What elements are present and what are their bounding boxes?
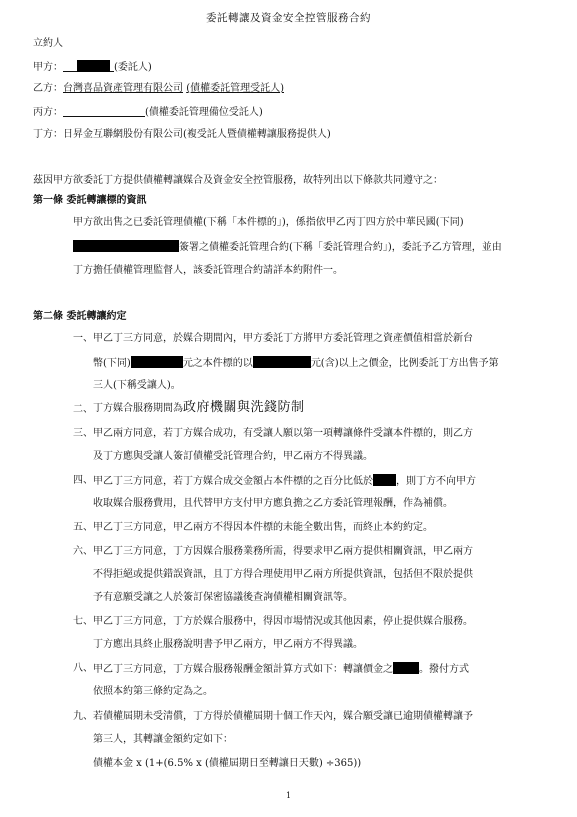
item-6-line-1: 甲乙丁三方同意，丁方因媒合服務業務所需，得要求甲乙兩方提供相關資訊，甲乙兩方: [93, 546, 473, 557]
item-1-line-2b: 元之本件標的以: [182, 358, 253, 369]
article-2-heading: 第二條 委託轉讓約定: [33, 311, 127, 322]
item-9-formula: 債權本金 x (1+(6.5% x (債權屆期日至轉讓日天數) ÷365)): [93, 758, 362, 769]
party-a-suffix: (委託人): [114, 62, 152, 73]
item-3-line-1: 甲乙兩方同意，若丁方媒合成功，有受讓人願以第一項轉讓條件受讓本件標的，則乙方: [93, 428, 473, 439]
item-1-price-redaction: [253, 356, 311, 368]
party-a-prefix: 甲方：: [33, 62, 63, 73]
item-1-line-1: 甲乙丁三方同意，於媒合期間內，甲方委託丁方將甲方委託管理之資產價值相當於新台: [93, 333, 473, 344]
item-6-number: 六、: [73, 546, 93, 557]
article-1-line-1: 甲方欲出售之已委託管理債權(下稱「本件標的」)，係指依甲乙丙丁四方於中華民國(下同): [73, 217, 464, 228]
item-4-line-1a: 甲乙丁三方同意，若丁方媒合成交金額占本件標的之百分比低於: [93, 476, 373, 487]
party-b-prefix: 乙方：: [33, 83, 63, 94]
preamble: 茲因甲方欲委託丁方提供債權轉讓媒合及資金安全控管服務，故特列出以下條款共同遵守之：: [33, 175, 443, 186]
item-4-line-2: 收取媒合服務費用，且代替甲方支付甲方應負擔之乙方委託管理報酬，作為補償。: [93, 498, 453, 509]
page-number: 1: [285, 791, 292, 800]
party-c-line: [33, 105, 263, 120]
item-7-line-1: 甲乙丁三方同意，丁方於媒合服務中，得因市場情況或其他因素，停止提供媒合服務。: [93, 616, 473, 627]
article-1-line-2: [73, 240, 502, 255]
item-1-line-2: [93, 356, 499, 371]
item-9-line-2: 第三人，其轉讓金額約定如下：: [93, 734, 233, 745]
item-7-number: 七、: [73, 616, 93, 627]
party-c-blank: [63, 105, 145, 117]
item-7-line-2: 丁方應出具終止服務說明書予甲乙兩方，甲乙兩方不得異議。: [93, 639, 363, 650]
item-4-percent-redaction: [373, 474, 396, 486]
item-4-number: 四、: [73, 475, 93, 486]
article-1-date-redaction: [73, 240, 179, 252]
item-6-line-3: 予有意願受讓之人於簽訂保密協議後查詢債權相關資訊等。: [93, 592, 353, 603]
item-6-line-2: 不得拒絕或提供錯誤資訊，且丁方得合理使用甲乙兩方所提供資訊，包括但不限於提供: [93, 569, 473, 580]
item-8-line-1: [93, 662, 469, 677]
item-2-line-1: [93, 401, 305, 416]
item-3-number: 三、: [73, 428, 93, 439]
item-8-line-2: 依照本約第三條約定為之。: [93, 686, 213, 697]
party-b-name: 台灣喜品資產管理有限公司: [63, 83, 183, 94]
item-1-line-2a: 幣(下同): [93, 358, 131, 369]
item-1-number: 一、: [73, 333, 93, 344]
party-a-blank: [63, 60, 77, 72]
party-c-suffix: (債權委託管理備位受託人): [145, 107, 263, 118]
item-1-amount-redaction: [131, 356, 183, 368]
article-1-line-2-text: 簽署之債權委託管理合約(下稱「委託管理合約」)，委託予乙方管理，並由: [179, 242, 502, 253]
party-b-suffix: (債權委託管理受託人): [186, 83, 284, 94]
party-a-line: [33, 60, 152, 75]
item-2-number: 二、: [73, 404, 93, 415]
document-title: 委託轉讓及資金安全控管服務合約: [206, 12, 371, 24]
item-8-fee-redaction: [393, 662, 419, 674]
item-4-line-1: [93, 474, 476, 489]
article-1-heading: 第一條 委託轉讓標的資訊: [33, 195, 147, 206]
item-9-number: 九、: [73, 711, 93, 722]
party-c-prefix: 丙方：: [33, 107, 63, 118]
article-1-line-3: 丁方擔任債權管理監督人，該委託管理合約請詳本約附件一。: [73, 265, 343, 276]
item-3-line-2: 及丁方應與受讓人簽訂債權受託管理合約，甲乙兩方不得異議。: [93, 451, 373, 462]
party-a-redaction: [77, 60, 110, 72]
item-5-line-1: 甲乙丁三方同意，甲乙兩方不得因本件標的未能全數出售，而終止本約約定。: [93, 522, 433, 533]
party-d-line: 丁方：日昇金互聯網股份有限公司(複受託人暨債權轉讓服務提供人): [33, 129, 331, 140]
parties-label: 立約人: [33, 38, 63, 49]
item-8-line-1b: 。撥付方式: [419, 664, 469, 675]
item-9-line-1: 若債權屆期未受清償，丁方得於債權屆期十個工作天內，媒合願受讓已逾期債權轉讓予: [93, 711, 473, 722]
item-2-line-1a: 丁方媒合服務期間為: [93, 403, 183, 414]
item-4-line-1b: ，則丁方不向甲方: [396, 476, 476, 487]
item-8-line-1a: 甲乙丁三方同意，丁方媒合服務報酬金額計算方式如下：轉讓價金之: [93, 664, 393, 675]
item-1-line-3: 三人(下稱受讓人)。: [93, 380, 181, 391]
item-8-number: 八、: [73, 663, 93, 674]
party-b-line: [33, 82, 284, 96]
item-5-number: 五、: [73, 522, 93, 533]
item-1-line-2c: 元(含)以上之價金，比例委託丁方出售予第: [310, 358, 499, 369]
item-2-watermark-text: 政府機關與洗錢防制: [183, 400, 305, 415]
